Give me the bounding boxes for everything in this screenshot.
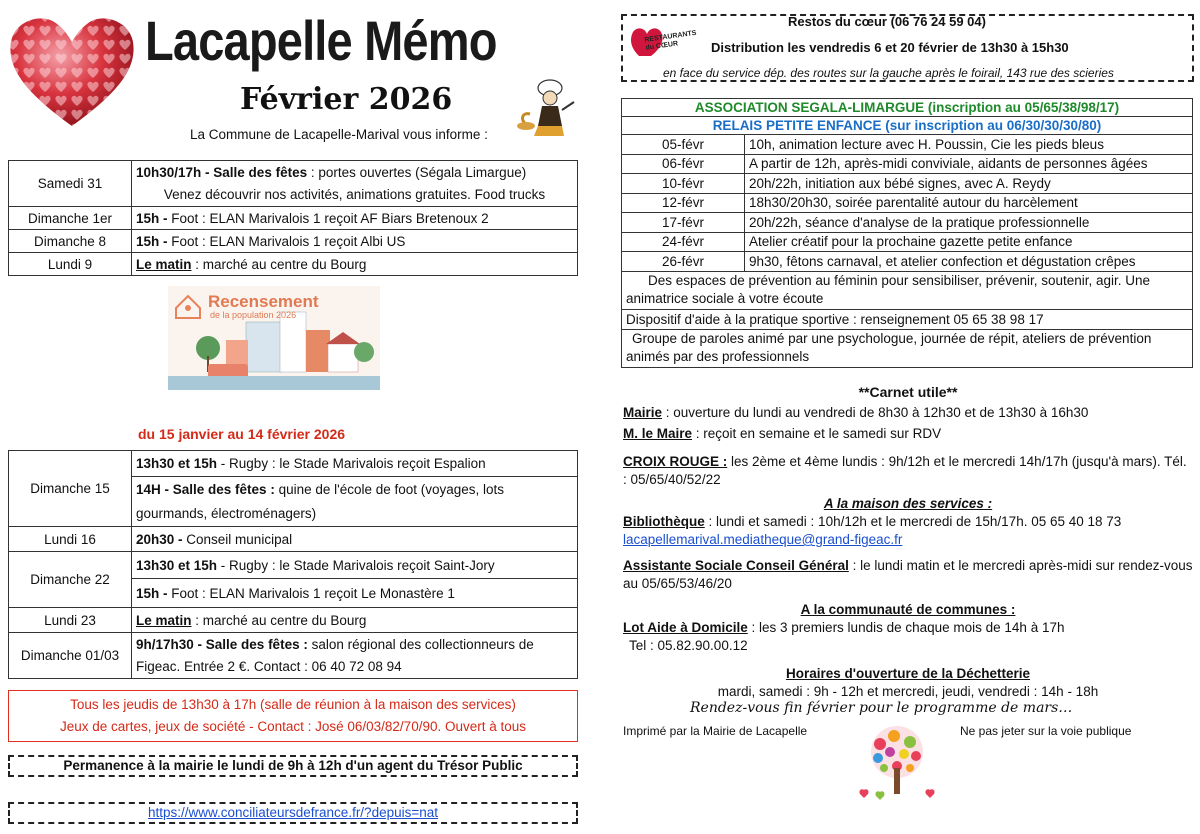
croix-line: CROIX ROUGE : les 2ème et 4ème lundis : 9h/12h et le mercredi 14h/17h (jusqu'à mars). Tél. : 05/65/40/52/22	[623, 454, 1187, 487]
lot-line: Lot Aide à Domicile : les 3 premiers lundis de chaque mois de 14h à 17h	[623, 620, 1065, 635]
maison-title: A la maison des services :	[823, 496, 993, 511]
row-text: 18h30/20h30, soirée parentalité autour du harcèlement	[745, 193, 1193, 213]
row-text: A partir de 12h, après-midi conviviale, aidants de personnes âgées	[745, 154, 1193, 174]
biblio-email-link[interactable]: lacapellemarival.mediatheque@grand-figeac.fr	[623, 532, 903, 547]
imprime-text: Imprimé par la Mairie de Lacapelle	[623, 724, 808, 738]
row-date: 17-févr	[622, 213, 745, 233]
cook-icon	[512, 74, 582, 140]
nepas-text: Ne pas jeter sur la voie publique	[960, 724, 1132, 738]
mairie-line: Mairie : ouverture du lundi au vendredi de 8h30 à 12h30 et de 13h30 à 16h30	[623, 405, 1089, 420]
assistante-line: Assistante Sociale Conseil Général : le lundi matin et le mercredi après-midi sur rendez-vous au 05/65/53/46/20	[623, 558, 1193, 591]
event-text: Venez découvrir nos activités, animations gratuites. Food trucks	[132, 184, 578, 207]
event-text: 14H - Salle des fêtes : quine de l'école de foot (voyages, lots gourmands, électroménagers)	[132, 477, 578, 527]
table-row	[622, 271, 1193, 309]
restos-box	[621, 14, 1194, 82]
dechetterie-title: Horaires d'ouverture de la Déchetterie	[785, 666, 1031, 681]
intro-text: La Commune de Lacapelle-Marival vous informe :	[190, 127, 488, 142]
recensement-subtitle: de la population 2026	[210, 310, 297, 320]
paroles-text: Groupe de paroles animé par une psychologue, journée de répit, ateliers de prévention animés par des professionnels	[622, 329, 1193, 367]
restos-logo-text: RESTAURANTS du CŒUR	[644, 29, 697, 52]
table-row	[622, 252, 1193, 272]
row-date: 12-févr	[622, 193, 745, 213]
events-table-2	[8, 450, 578, 679]
tresor-box: Permanence à la mairie le lundi de 9h à 12h d'un agent du Trésor Public	[8, 755, 578, 777]
events-table-1	[8, 160, 578, 276]
row-date: 10-févr	[622, 174, 745, 194]
table-row	[9, 552, 578, 579]
table-row	[622, 99, 1193, 117]
table-row	[9, 527, 578, 552]
commu-title: A la communauté de communes :	[800, 602, 1016, 617]
event-text: Le matin : marché au centre du Bourg	[132, 608, 578, 633]
heart-tree-icon	[850, 722, 945, 802]
association-table	[621, 98, 1193, 368]
table-row	[9, 207, 578, 230]
lot-tel-line: Tel : 05.82.90.00.12	[629, 638, 748, 653]
table-row	[622, 117, 1193, 135]
recensement-title: Recensement	[208, 292, 319, 311]
table-row	[622, 232, 1193, 252]
event-day: Lundi 23	[9, 608, 132, 633]
event-day: Lundi 16	[9, 527, 132, 552]
relais-title: RELAIS PETITE ENFANCE (sur inscription au 06/30/30/30/80)	[622, 117, 1193, 135]
restos-logo	[629, 22, 697, 58]
event-text: 13h30 et 15h - Rugby : le Stade Marivalois reçoit Saint-Jory	[132, 552, 578, 579]
table-row	[9, 608, 578, 633]
row-date: 06-févr	[622, 154, 745, 174]
table-row	[622, 213, 1193, 233]
event-day: Dimanche 01/03	[9, 633, 132, 679]
heart-logo	[5, 10, 140, 130]
row-date: 24-févr	[622, 232, 745, 252]
conciliateurs-link[interactable]: https://www.conciliateursdefrance.fr/?depuis=nat	[147, 805, 439, 820]
association-title: ASSOCIATION SEGALA-LIMARGUE (inscription au 05/65/38/98/17)	[622, 99, 1193, 117]
row-text: Atelier créatif pour la prochaine gazette petite enfance	[745, 232, 1193, 252]
table-row	[9, 633, 578, 679]
event-day: Dimanche 15	[9, 451, 132, 527]
table-row	[9, 253, 578, 276]
table-row	[9, 230, 578, 253]
jeudis-box	[8, 690, 578, 742]
event-text: 15h - Foot : ELAN Marivalois 1 reçoit AF Biars Bretenoux 2	[132, 207, 578, 230]
event-day: Dimanche 8	[9, 230, 132, 253]
event-text: 9h/17h30 - Salle des fêtes : salon régional des collectionneurs de Figeac. Entrée 2 €. Contact : 06 40 72 08 94	[132, 633, 578, 679]
page-title: Lacapelle Mémo	[145, 9, 497, 72]
restos-distribution: Distribution les vendredis 6 et 20 février de 13h30 à 15h30	[711, 40, 1069, 55]
conciliateurs-box	[8, 802, 578, 824]
dechetterie-text: mardi, samedi : 9h - 12h et mercredi, jeudi, vendredi : 14h - 18h	[717, 684, 1099, 699]
table-row	[622, 309, 1193, 329]
table-row	[622, 154, 1193, 174]
restos-title: Restos du cœur (06 76 24 59 04)	[788, 14, 986, 29]
row-date: 26-févr	[622, 252, 745, 272]
event-text: 10h30/17h - Salle des fêtes : portes ouvertes (Ségala Limargue)	[132, 161, 578, 184]
maire-line: M. le Maire : reçoit en semaine et le samedi sur RDV	[623, 426, 942, 441]
heart-icon	[5, 10, 140, 130]
restos-location: en face du service dép. des routes sur la gauche après le foirail, 143 rue des scieries	[663, 66, 1114, 80]
table-row	[9, 451, 578, 477]
table-row	[622, 174, 1193, 194]
event-text: 20h30 - Conseil municipal	[132, 527, 578, 552]
rendezvous-text: Rendez-vous fin février pour le programme de mars…	[690, 700, 1073, 716]
event-text: 15h - Foot : ELAN Marivalois 1 reçoit Le Monastère 1	[132, 579, 578, 608]
prevention-text: Des espaces de prévention au féminin pour sensibiliser, prévenir, soutenir, agir. Une animatrice sociale à votre écoute	[622, 271, 1193, 309]
row-text: 9h30, fêtons carnaval, et atelier confection et dégustation crêpes	[745, 252, 1193, 272]
table-row	[622, 193, 1193, 213]
page-month: Février 2026	[240, 82, 453, 117]
event-day: Dimanche 1er	[9, 207, 132, 230]
event-day: Dimanche 22	[9, 552, 132, 608]
carnet-title: **Carnet utile**	[858, 384, 958, 400]
table-row	[622, 329, 1193, 367]
sport-text: Dispositif d'aide à la pratique sportive : renseignement 05 65 38 98 17	[622, 309, 1193, 329]
event-text: 13h30 et 15h - Rugby : le Stade Marivalois reçoit Espalion	[132, 451, 578, 477]
recensement-image	[168, 286, 380, 390]
biblio-email-line	[623, 531, 1193, 549]
carnet-section	[623, 384, 1193, 701]
jeudis-line1: Tous les jeudis de 13h30 à 17h (salle de réunion à la maison des services)	[70, 697, 516, 712]
biblio-line: Bibliothèque : lundi et samedi : 10h/12h et le mercredi de 15h/17h. 05 65 40 18 73	[623, 514, 1122, 529]
row-text: 10h, animation lecture avec H. Poussin, Cie les pieds bleus	[745, 135, 1193, 155]
row-text: 20h/22h, initiation aux bébé signes, avec A. Reydy	[745, 174, 1193, 194]
tree-illustration	[850, 722, 945, 802]
row-text: 20h/22h, séance d'analyse de la pratique professionnelle	[745, 213, 1193, 233]
period-heading: du 15 janvier au 14 février 2026	[138, 426, 346, 442]
event-text: Le matin : marché au centre du Bourg	[132, 253, 578, 276]
event-day: Samedi 31	[9, 161, 132, 207]
cook-illustration	[512, 74, 582, 140]
table-row	[9, 161, 578, 184]
row-date: 05-févr	[622, 135, 745, 155]
jeudis-line2: Jeux de cartes, jeux de société - Contact : José 06/03/82/70/90. Ouvert à tous	[59, 719, 527, 734]
event-text: 15h - Foot : ELAN Marivalois 1 reçoit Albi US	[132, 230, 578, 253]
event-day: Lundi 9	[9, 253, 132, 276]
table-row	[622, 135, 1193, 155]
